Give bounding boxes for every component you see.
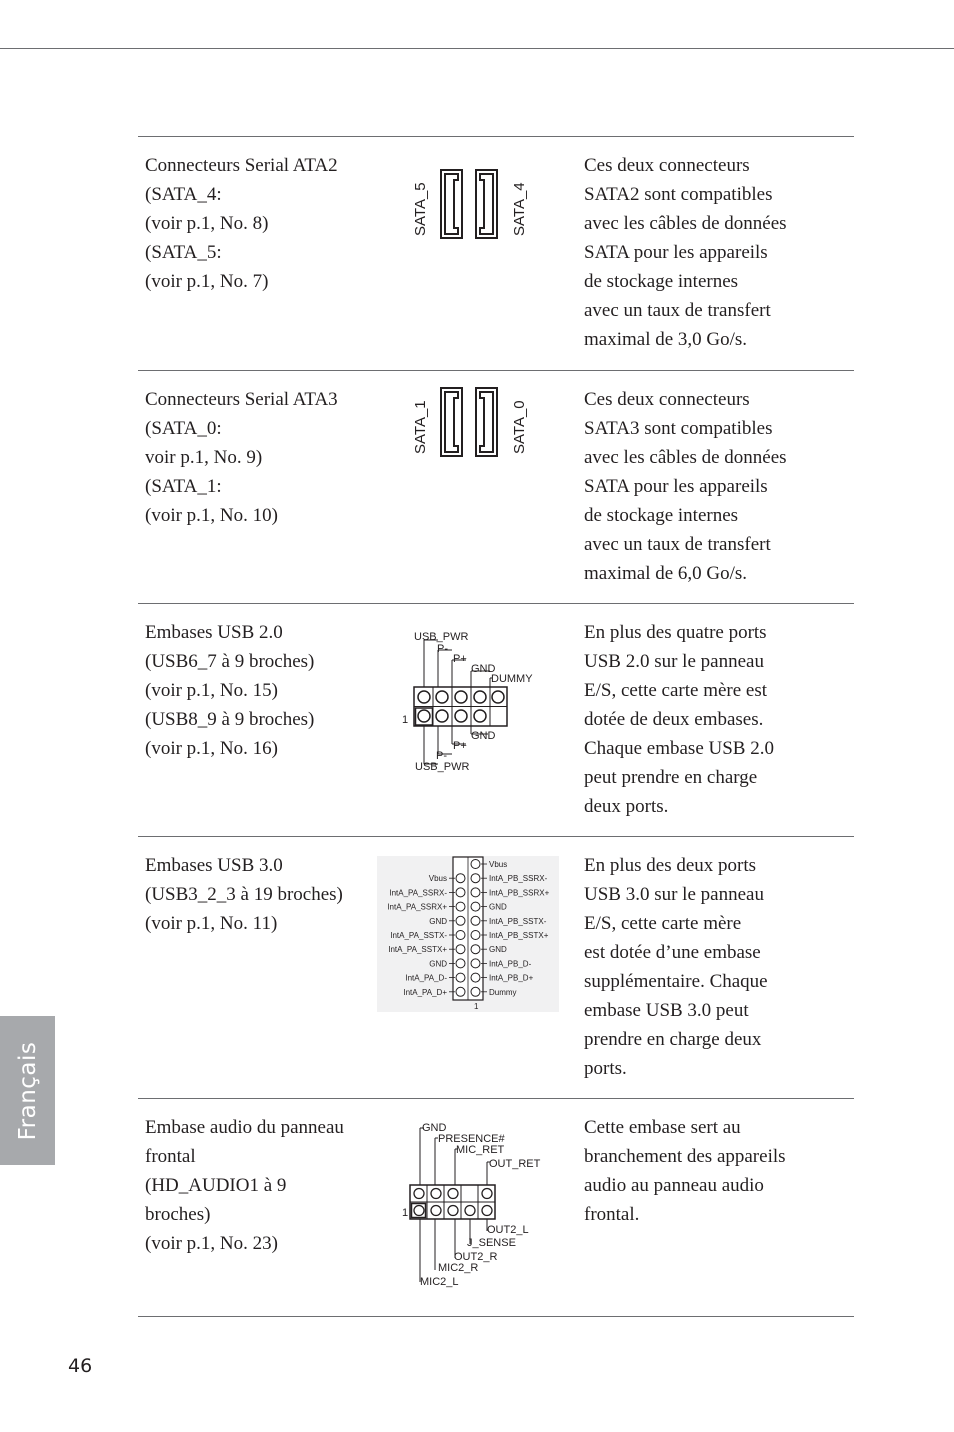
out2-r-label: OUT2_R xyxy=(454,1251,498,1263)
text-line: Ces deux connecteurs xyxy=(584,155,750,176)
pin1-label: 1 xyxy=(474,1002,479,1011)
text-line: (voir p.1, No. 8) xyxy=(145,213,269,234)
usb3-left-pin-label: IntA_PA_SSTX- xyxy=(390,931,447,940)
text-line: USB 2.0 sur le panneau xyxy=(584,651,764,672)
text-line: (voir p.1, No. 10) xyxy=(145,505,278,526)
p-plus-label: P+ xyxy=(453,653,467,665)
usb3-left-pin-label: IntA_PA_SSTX+ xyxy=(388,945,447,955)
sata2-connector-diagram xyxy=(405,162,535,246)
text-line: prendre en charge deux xyxy=(584,1029,762,1050)
usb3-right-pin-label: IntA_PB_D- xyxy=(489,959,532,969)
usb3-left-pin-label: IntA_PA_SSRX- xyxy=(389,888,447,898)
usb3-right-pin-label: IntA_PB_SSRX+ xyxy=(489,888,550,898)
text-line: (HD_AUDIO1 à 9 xyxy=(145,1175,287,1196)
usb3-header-name xyxy=(145,851,370,938)
mic2-l-label: MIC2_L xyxy=(420,1276,459,1288)
language-tab xyxy=(0,1016,55,1165)
sata1-label: SATA_1 xyxy=(412,400,429,454)
text-line: (USB8_9 à 9 broches) xyxy=(145,709,315,730)
text-line: (SATA_0: xyxy=(145,418,222,439)
p-minus-label: P- xyxy=(436,750,447,762)
text-line: (voir p.1, No. 16) xyxy=(145,738,278,759)
row-divider xyxy=(138,1316,854,1317)
text-line: broches) xyxy=(145,1204,211,1225)
text-line: (voir p.1, No. 15) xyxy=(145,680,278,701)
p-minus-label: P- xyxy=(437,643,448,655)
text-line: Embases USB 2.0 xyxy=(145,622,283,643)
usb3-right-pin-label: Vbus xyxy=(489,860,508,869)
text-line: avec les câbles de données xyxy=(584,213,787,234)
usb3-right-pin-label: IntA_PB_D+ xyxy=(489,973,534,983)
text-line: E/S, cette carte mère est xyxy=(584,680,768,701)
text-line: frontal xyxy=(145,1146,196,1167)
text-line: avec un taux de transfert xyxy=(584,534,771,555)
text-line: (voir p.1, No. 23) xyxy=(145,1233,278,1254)
pin1-label: 1 xyxy=(402,714,409,726)
row-divider xyxy=(138,836,854,837)
text-line: SATA pour les appareils xyxy=(584,476,768,497)
usb3-left-pin-label: IntA_PA_SSRX+ xyxy=(387,902,447,912)
sata3-description xyxy=(584,385,824,588)
usb3-left-pin-label: GND xyxy=(429,916,447,926)
text-line: (USB6_7 à 9 broches) xyxy=(145,651,315,672)
j-sense-label: J_SENSE xyxy=(467,1237,516,1249)
usb2-description xyxy=(584,618,824,821)
sata2-description xyxy=(584,151,824,354)
usb2-header-diagram xyxy=(398,626,548,776)
text-line: dotée de deux embases. xyxy=(584,709,764,730)
mic-ret-label: MIC_RET xyxy=(456,1144,505,1156)
sata3-connector-name xyxy=(145,385,370,530)
usb3-right-pin-label: GND xyxy=(489,945,507,955)
text-line: En plus des deux ports xyxy=(584,855,757,876)
usb3-left-pin-label: IntA_PA_D- xyxy=(405,973,447,983)
p-plus-label: P+ xyxy=(453,740,467,752)
text-line: (voir p.1, No. 11) xyxy=(145,913,278,934)
usb3-left-pin-label: IntA_PA_D+ xyxy=(403,987,447,997)
text-line: supplémentaire. Chaque xyxy=(584,971,768,992)
gnd-label: GND xyxy=(471,730,496,742)
text-line: Embase audio du panneau xyxy=(145,1117,344,1138)
pin1-label: 1 xyxy=(402,1207,409,1219)
text-line: SATA pour les appareils xyxy=(584,242,768,263)
text-line: En plus des quatre ports xyxy=(584,622,767,643)
sata4-label: SATA_4 xyxy=(511,182,528,236)
row-divider xyxy=(138,370,854,371)
text-line: maximal de 6,0 Go/s. xyxy=(584,563,748,584)
text-line: avec un taux de transfert xyxy=(584,300,771,321)
text-line: Connecteurs Serial ATA2 xyxy=(145,155,338,176)
hd-audio-header-diagram xyxy=(398,1118,548,1293)
text-line: SATA2 sont compatibles xyxy=(584,184,773,205)
row-divider xyxy=(138,136,854,137)
text-line: SATA3 sont compatibles xyxy=(584,418,773,439)
sata3-connector-diagram xyxy=(405,380,535,464)
text-line: branchement des appareils xyxy=(584,1146,786,1167)
hd-audio-description xyxy=(584,1113,824,1229)
usb3-left-pin-label: Vbus xyxy=(428,874,447,884)
out-ret-label: OUT_RET xyxy=(489,1158,541,1170)
text-line: Ces deux connecteurs xyxy=(584,389,750,410)
text-line: (SATA_4: xyxy=(145,184,222,205)
hd-audio-header-name xyxy=(145,1113,370,1258)
text-line: maximal de 3,0 Go/s. xyxy=(584,329,748,350)
text-line: de stockage internes xyxy=(584,505,739,526)
text-line: USB 3.0 sur le panneau xyxy=(584,884,764,905)
text-line: (voir p.1, No. 7) xyxy=(145,271,269,292)
text-line: (USB3_2_3 à 19 broches) xyxy=(145,884,343,905)
presence-label: PRESENCE# xyxy=(438,1133,505,1145)
usb3-right-pin-label: IntA_PB_SSTX- xyxy=(489,916,547,926)
text-line: avec les câbles de données xyxy=(584,447,787,468)
sata2-connector-name xyxy=(145,151,370,296)
text-line: embase USB 3.0 peut xyxy=(584,1000,749,1021)
text-line: est dotée d’une embase xyxy=(584,942,761,963)
mic2-r-label: MIC2_R xyxy=(438,1262,479,1274)
usb3-header-diagram xyxy=(377,856,559,1012)
row-divider xyxy=(138,1098,854,1099)
text-line: ports. xyxy=(584,1058,627,1079)
dummy-label: DUMMY xyxy=(491,673,533,685)
text-line: (SATA_5: xyxy=(145,242,222,263)
text-line: Connecteurs Serial ATA3 xyxy=(145,389,338,410)
usb3-left-pin-label: GND xyxy=(429,959,447,969)
text-line: (SATA_1: xyxy=(145,476,222,497)
sata0-label: SATA_0 xyxy=(511,400,528,454)
row-divider xyxy=(138,603,854,604)
usb2-header-name xyxy=(145,618,370,763)
text-line: voir p.1, No. 9) xyxy=(145,447,263,468)
gnd-label: GND xyxy=(422,1122,447,1134)
gnd-label: GND xyxy=(471,663,496,675)
out2-l-label: OUT2_L xyxy=(487,1224,529,1236)
sata5-label: SATA_5 xyxy=(412,182,429,236)
text-line: audio au panneau audio xyxy=(584,1175,764,1196)
page-number: 46 xyxy=(68,1355,93,1377)
text-line: Embases USB 3.0 xyxy=(145,855,283,876)
text-line: peut prendre en charge xyxy=(584,767,758,788)
text-line: de stockage internes xyxy=(584,271,739,292)
usb3-right-pin-label: IntA_PB_SSTX+ xyxy=(489,931,549,940)
usb-pwr-label: USB_PWR xyxy=(414,631,469,643)
text-line: E/S, cette carte mère xyxy=(584,913,742,934)
text-line: Chaque embase USB 2.0 xyxy=(584,738,774,759)
language-tab-label: Français xyxy=(14,1041,41,1140)
top-rule xyxy=(0,48,954,49)
usb3-right-pin-label: IntA_PB_SSRX- xyxy=(489,874,548,884)
usb3-description xyxy=(584,851,824,1083)
usb-pwr-label: USB_PWR xyxy=(415,761,470,773)
usb3-right-pin-label: GND xyxy=(489,902,507,912)
usb3-right-pin-label: Dummy xyxy=(489,987,517,997)
text-line: Cette embase sert au xyxy=(584,1117,741,1138)
text-line: frontal. xyxy=(584,1204,640,1225)
text-line: deux ports. xyxy=(584,796,669,817)
